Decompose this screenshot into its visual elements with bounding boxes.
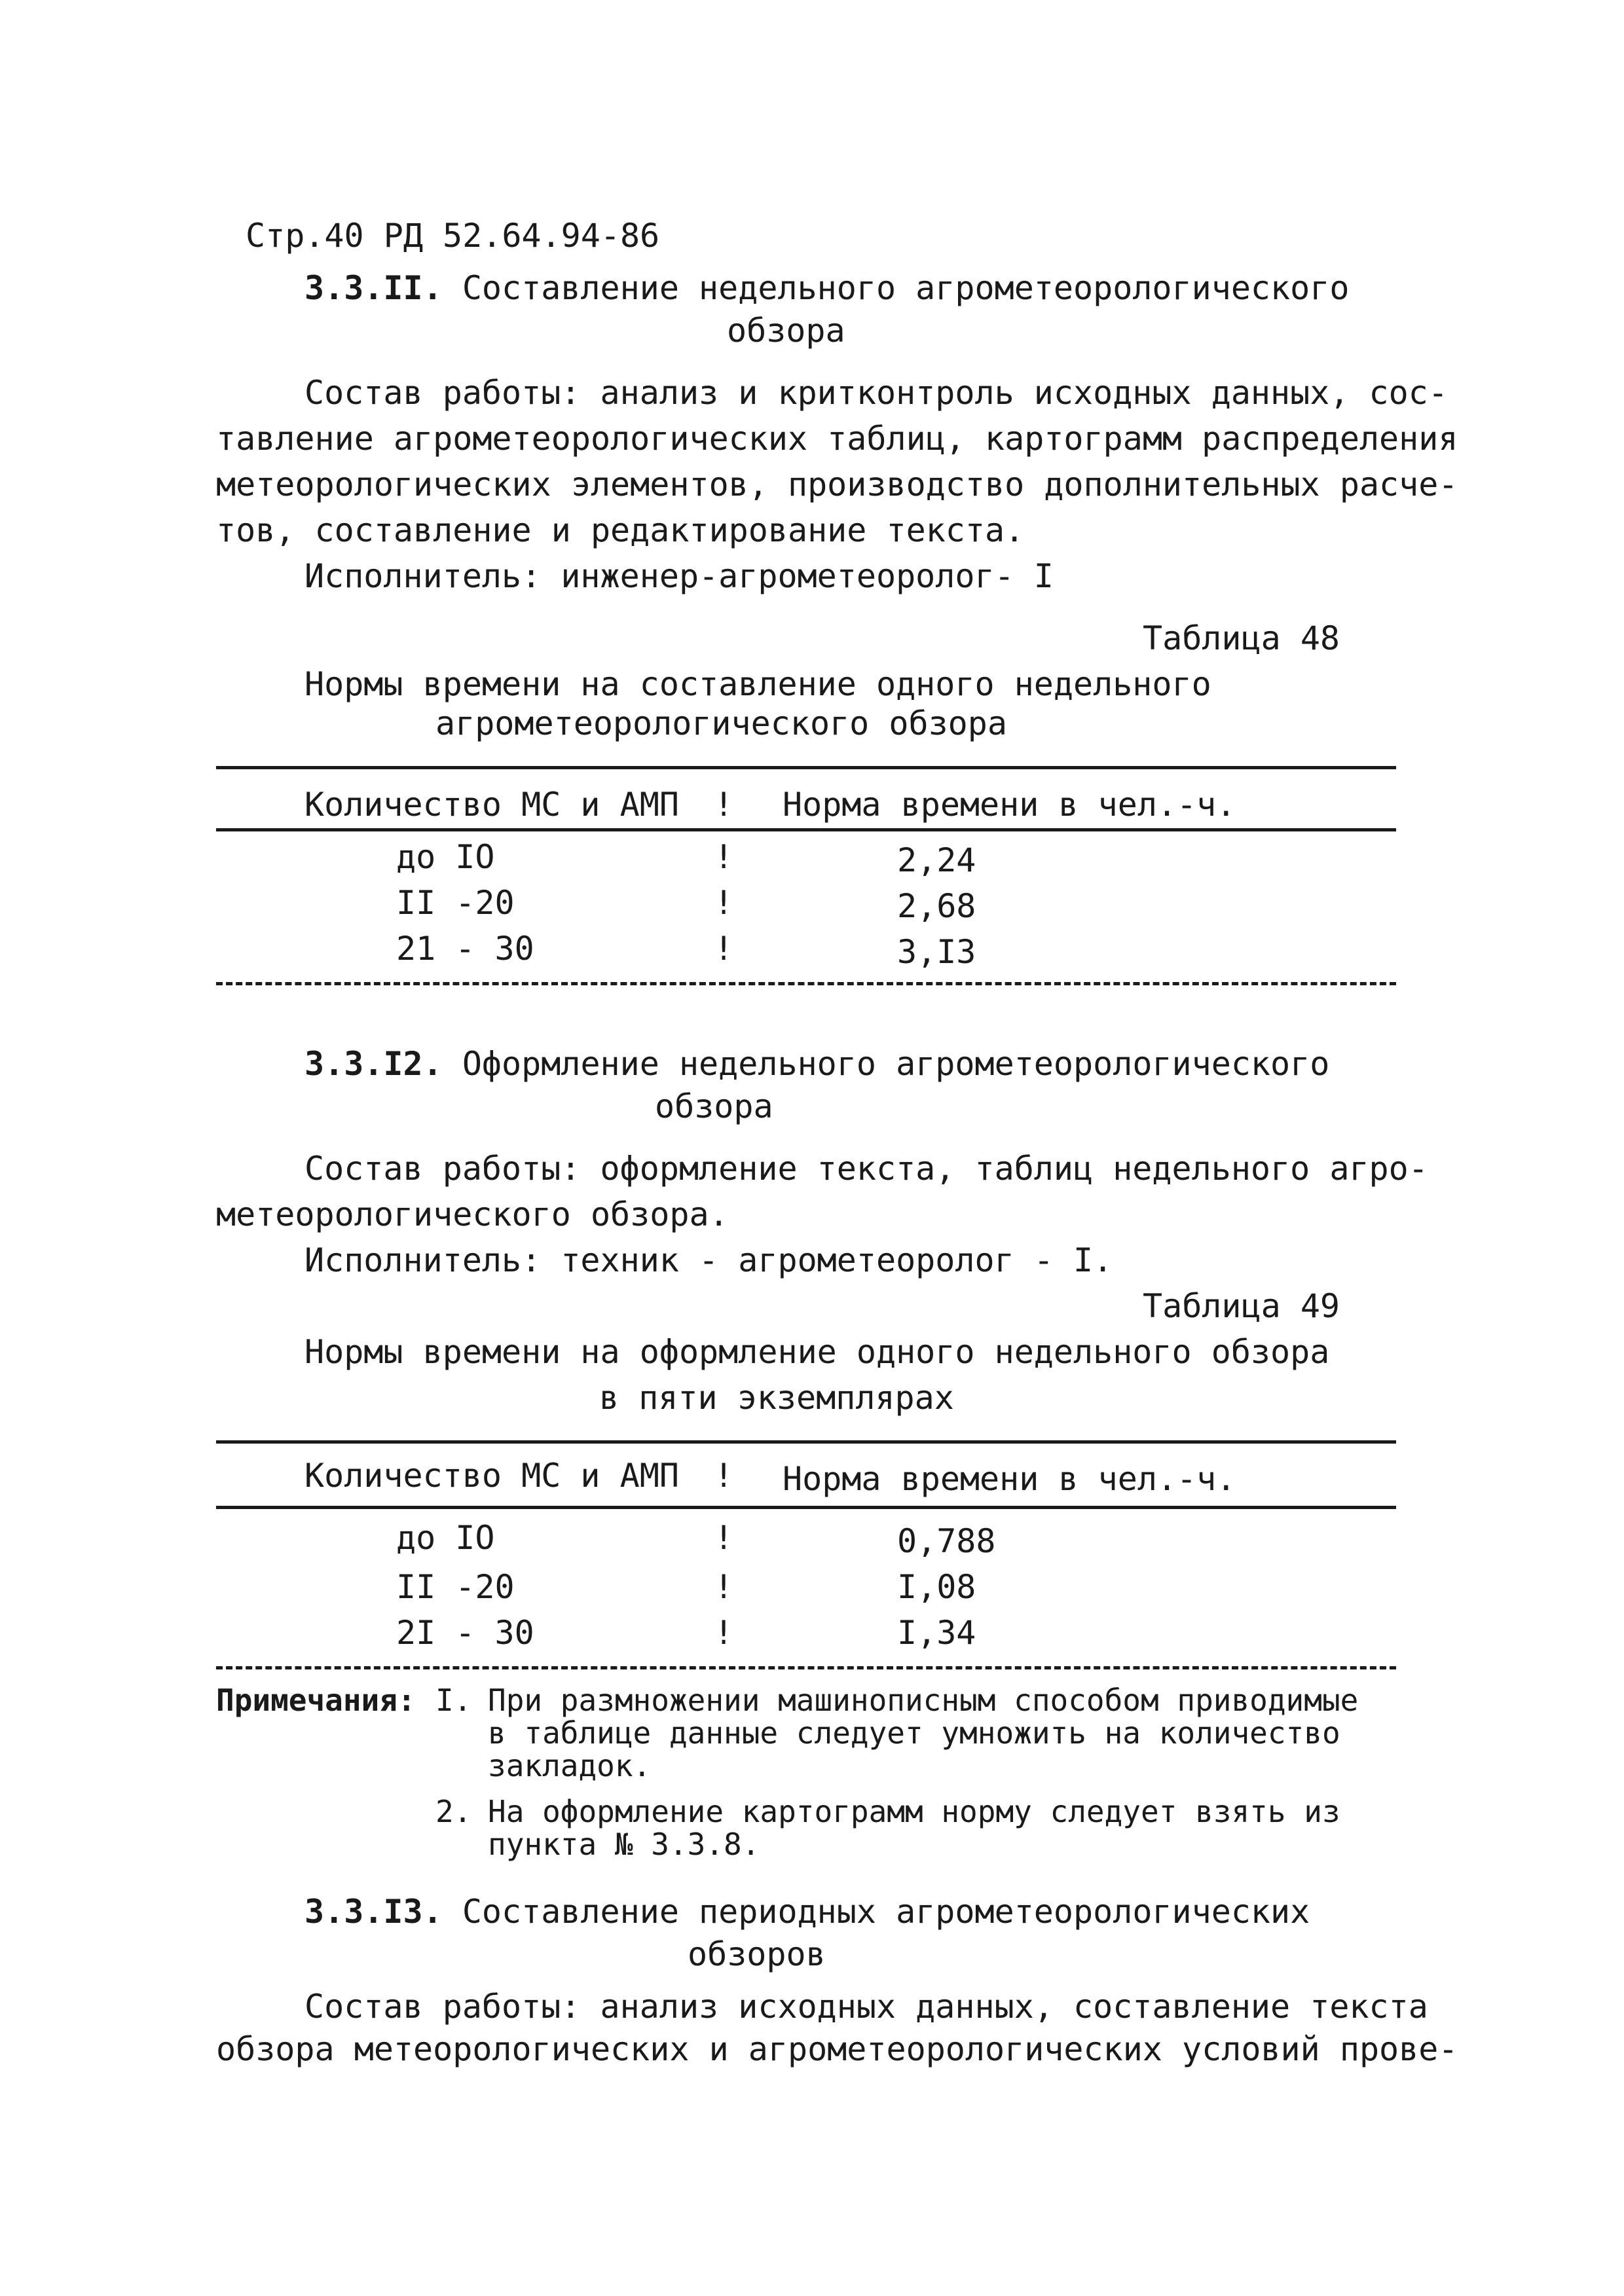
body-line: Состав работы: оформление текста, таблиц недельного агро- [304, 1150, 1428, 1188]
table-caption: Нормы времени на оформление одного недельного обзора [304, 1333, 1330, 1371]
table-caption: агрометеорологического обзора [435, 704, 1007, 742]
table-separator: ! [714, 786, 734, 824]
table-caption: Нормы времени на составление одного недельного [304, 665, 1211, 703]
note-number: 2. [435, 1794, 472, 1829]
section-3-3-13-heading [304, 1889, 1310, 1935]
section-title: Составление недельного агрометеорологического [462, 269, 1350, 307]
section-title-continued: обзора [727, 312, 845, 350]
table-header-rule [216, 1506, 1396, 1509]
count-cell: II -20 [396, 1568, 515, 1606]
count-cell: 21 - 30 [396, 930, 534, 968]
section-title-continued: обзора [655, 1087, 773, 1125]
table-top-rule [216, 766, 1396, 769]
count-cell: II -20 [396, 884, 515, 922]
body-line: метеорологических элементов, производство дополнительных расче- [216, 465, 1458, 503]
body-line: Состав работы: анализ и критконтроль исходных данных, сос- [304, 374, 1448, 412]
table-top-rule [216, 1440, 1396, 1444]
note-line: в таблице данные следует умножить на количество [488, 1715, 1340, 1751]
norm-cell: 2,68 [897, 887, 976, 925]
table-separator: ! [714, 930, 734, 968]
norm-cell: I,34 [897, 1614, 976, 1652]
count-cell: 2I - 30 [396, 1614, 534, 1652]
norm-cell: 3,I3 [897, 933, 976, 971]
table-separator: ! [714, 1457, 734, 1495]
section-number: 3.3.I3. [304, 1893, 443, 1931]
body-line: метеорологического обзора. [216, 1195, 729, 1233]
section-number: 3.3.II. [304, 269, 443, 307]
table-header-rule [216, 828, 1396, 831]
table-label: Таблица 49 [1143, 1287, 1340, 1325]
section-title: Составление периодных агрометеорологических [462, 1893, 1310, 1931]
section-3-3-12-heading [304, 1041, 1329, 1087]
body-line: тов, составление и редактирование текста. [216, 511, 1025, 549]
table-bottom-rule [216, 982, 1396, 985]
note-line: пункта № 3.3.8. [488, 1827, 760, 1862]
section-title-continued: обзоров [688, 1935, 826, 1973]
notes-label: Примечания: [216, 1683, 416, 1718]
table-header-count: Количество МС и АМП [304, 786, 679, 824]
table-separator: ! [714, 1568, 734, 1606]
count-cell: до IO [396, 1519, 495, 1557]
norm-cell: 2,24 [897, 841, 976, 879]
note-number: I. [435, 1683, 472, 1718]
table-separator: ! [714, 1519, 734, 1557]
executor-line: Исполнитель: инженер-агрометеоролог- I [304, 557, 1054, 595]
table-header-norm: Норма времени в чел.-ч. [783, 1460, 1236, 1498]
table-separator: ! [714, 884, 734, 922]
body-line: обзора метеорологических и агрометеорологических условий прове- [216, 2030, 1458, 2068]
table-label: Таблица 48 [1143, 619, 1340, 657]
section-3-3-11-heading [304, 265, 1349, 311]
executor-line: Исполнитель: техник - агрометеоролог - I. [304, 1241, 1113, 1279]
body-line: Состав работы: анализ исходных данных, составление текста [304, 1988, 1428, 2026]
note-line: закладок. [488, 1748, 652, 1783]
note-line: При размножении машинописным способом приводимые [488, 1683, 1359, 1718]
table-separator: ! [714, 1614, 734, 1652]
body-line: тавление агрометеорологических таблиц, картограмм распределения [216, 420, 1458, 458]
norm-cell: I,08 [897, 1568, 976, 1606]
section-title: Оформление недельного агрометеорологического [462, 1045, 1330, 1083]
table-bottom-rule [216, 1666, 1396, 1669]
table-header-norm: Норма времени в чел.-ч. [783, 786, 1236, 824]
section-number: 3.3.I2. [304, 1045, 443, 1083]
norm-cell: 0,788 [897, 1522, 996, 1560]
table-separator: ! [714, 838, 734, 876]
count-cell: до IO [396, 838, 495, 876]
page-header: Стр.40 РД 52.64.94-86 [246, 217, 660, 255]
table-header-count: Количество МС и АМП [304, 1457, 679, 1495]
table-caption: в пяти экземплярах [599, 1379, 954, 1417]
note-line: На оформление картограмм норму следует взять из [488, 1794, 1340, 1829]
